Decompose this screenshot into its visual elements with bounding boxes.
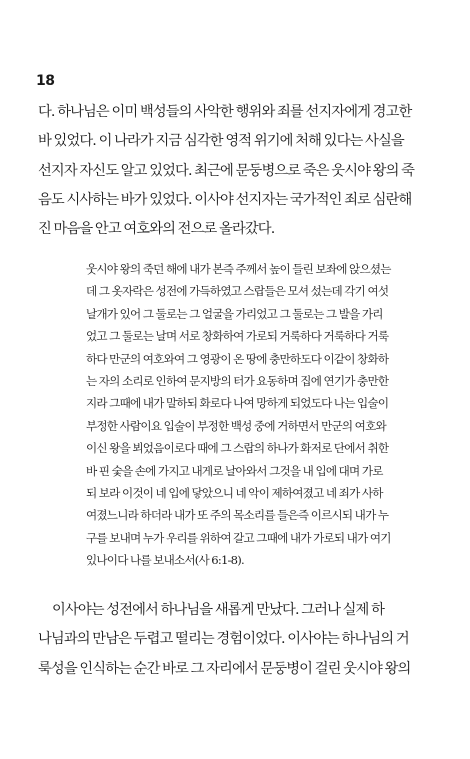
quote-line: 었고 그 둘로는 날며 서로 창화하여 가로되 거룩하다 거룩하다 거룩 — [86, 329, 389, 344]
text-line: 이사야는 성전에서 하나님을 새롭게 만났다. 그러나 실제 하 — [52, 602, 385, 618]
text-line: 다. 하나님은 이미 백성들의 사악한 행위와 죄를 선지자에게 경고한 — [38, 104, 412, 120]
body-paragraph-top — [38, 98, 436, 244]
text-line: 바 있었다. 이 나라가 지금 심각한 영적 위기에 처해 있다는 사실을 — [38, 133, 404, 150]
quote-line: 이신 왕을 뵈었음이로다 때에 그 스랍의 하나가 화저로 단에서 취한 — [86, 441, 389, 456]
body-paragraph-bottom — [38, 596, 436, 684]
quote-line: 되 보라 이것이 네 입에 닿았으니 네 악이 제하여졌고 네 죄가 사하 — [86, 486, 383, 501]
quote-line: 날개가 있어 그 둘로는 그 얼굴을 가리었고 그 둘로는 그 발을 가리 — [86, 306, 383, 321]
text-line: 선지자 자신도 알고 있었다. 최근에 문둥병으로 죽은 웃시야 왕의 죽 — [38, 162, 415, 179]
quote-line: 는 자의 소리로 인하여 문지방의 터가 요동하며 집에 연기가 충만한 — [86, 374, 389, 389]
page-number: 18 — [36, 73, 55, 89]
quote-line: 바 핀 숯을 손에 가지고 내게로 날아와서 그것을 내 입에 대며 가로 — [86, 463, 383, 478]
text-line: 음도 시사하는 바가 있었다. 이사야 선지자는 국가적인 죄로 심란해 — [38, 191, 412, 208]
quote-line: 부정한 사람이요 입술이 부정한 백성 중에 거하면서 만군의 여호와 — [86, 418, 386, 433]
text-line: 나님과의 만남은 두렵고 떨리는 경험이었다. 이사야는 하나님의 거 — [38, 631, 409, 648]
quote-line: 지라 그때에 내가 말하되 화로다 나여 망하게 되었도다 나는 입술이 — [86, 396, 389, 411]
text-line: 진 마음을 안고 여호와의 전으로 올라갔다. — [38, 221, 275, 238]
quote-line: 웃시야 왕의 죽던 해에 내가 본즉 주께서 높이 들린 보좌에 앉으셨는 — [86, 262, 391, 276]
quote-line: 여졌느니라 하더라 내가 또 주의 목소리를 들은즉 이르시되 내가 누 — [86, 508, 389, 523]
scripture-quote — [86, 258, 398, 572]
quote-line: 구를 보내며 누가 우리를 위하여 갈고 그때에 내가 가로되 내가 여기 — [86, 530, 391, 545]
quote-line: 데 그 옷자락은 성전에 가득하였고 스랍들은 모셔 섰는데 각기 여섯 — [86, 284, 389, 299]
quote-line: 있나이다 나를 보내소서(사 6:1-8). — [86, 553, 244, 568]
text-line: 룩성을 인식하는 순간 바로 그 자리에서 문둥병이 걸린 웃시야 왕의 — [38, 660, 411, 677]
quote-line: 하다 만군의 여호와여 그 영광이 온 땅에 충만하도다 이같이 창화하 — [86, 351, 389, 366]
